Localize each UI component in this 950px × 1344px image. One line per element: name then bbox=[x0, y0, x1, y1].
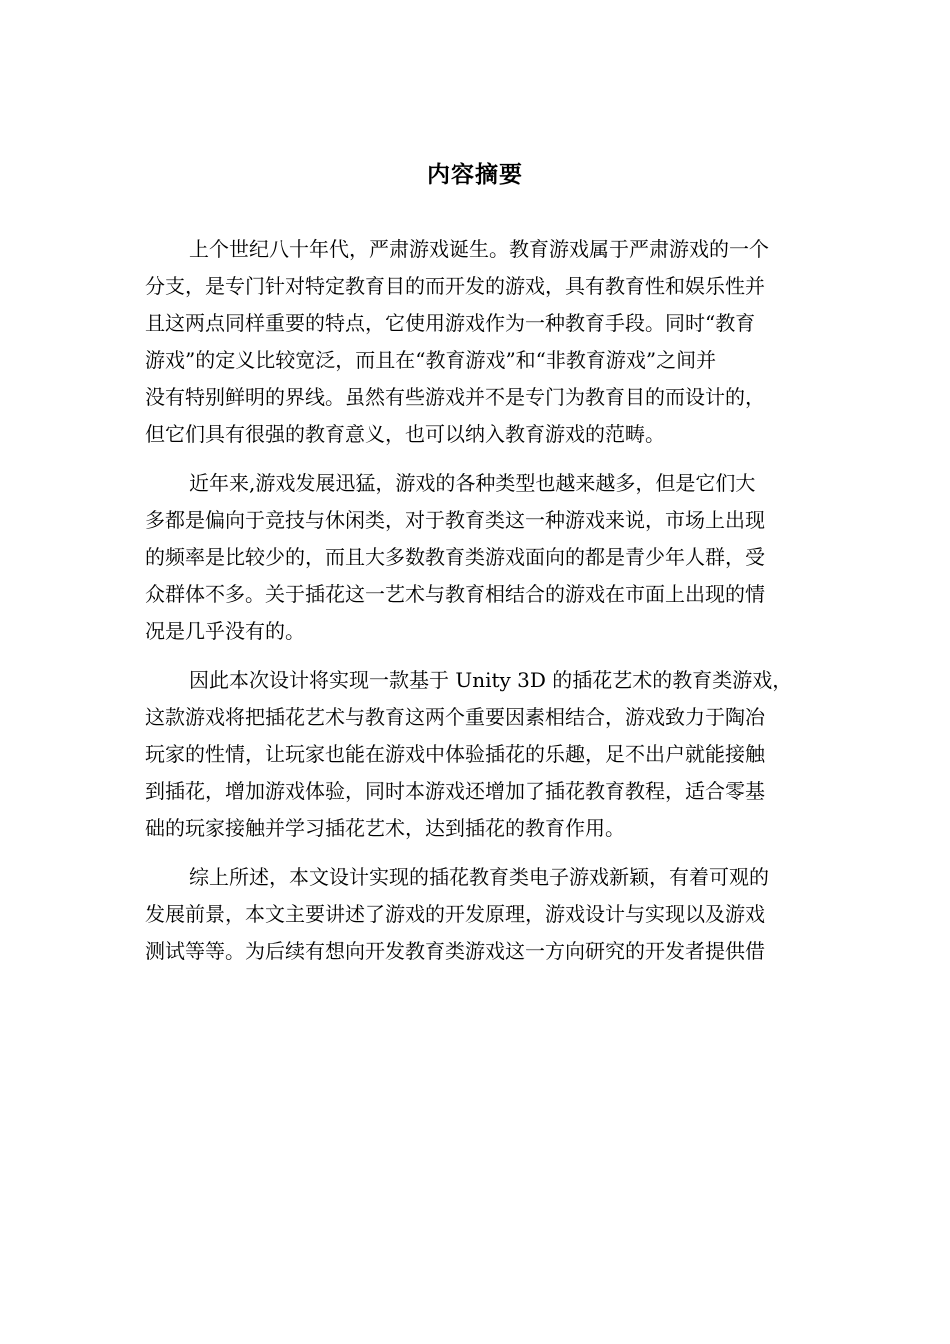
paragraph-4 bbox=[145, 859, 840, 970]
text-line: 且这两点同样重要的特点，它使用游戏作为一种教育手段。同时“教育 bbox=[145, 311, 756, 335]
text-line: 测试等等。为后续有想向开发教育类游戏这一方向研究的开发者提供借 bbox=[145, 939, 765, 963]
page-title: 内容摘要 bbox=[427, 162, 523, 188]
paragraph-3 bbox=[145, 662, 840, 847]
text-line: 础的玩家接触并学习插花艺术，达到插花的教育作用。 bbox=[145, 816, 625, 840]
abstract-body bbox=[145, 231, 840, 982]
text-line: 上个世纪八十年代，严肃游戏诞生。教育游戏属于严肃游戏的一个 bbox=[189, 237, 769, 261]
text-line: 分支，是专门针对特定教育目的而开发的游戏，具有教育性和娱乐性并 bbox=[145, 274, 765, 298]
text-line: 到插花，增加游戏体验，同时本游戏还增加了插花教育教程，适合零基 bbox=[145, 779, 765, 803]
text-line: 因此本次设计将实现一款基于 Unity 3D 的插花艺术的教育类游戏， bbox=[189, 668, 793, 692]
text-line: 但它们具有很强的教育意义，也可以纳入教育游戏的范畴。 bbox=[145, 422, 665, 446]
text-line: 没有特别鲜明的界线。虽然有些游戏并不是专门为教育目的而设计的， bbox=[145, 385, 765, 409]
text-line: 的频率是比较少的，而且大多数教育类游戏面向的都是青少年人群，受 bbox=[145, 545, 765, 569]
text-line: 况是几乎没有的。 bbox=[145, 619, 305, 643]
text-line: 综上所述，本文设计实现的插花教育类电子游戏新颖，有着可观的 bbox=[189, 865, 769, 889]
paragraph-2 bbox=[145, 465, 840, 650]
paragraph-1 bbox=[145, 231, 840, 453]
text-line: 发展前景，本文主要讲述了游戏的开发原理，游戏设计与实现以及游戏 bbox=[145, 902, 765, 926]
text-line: 多都是偏向于竞技与休闲类，对于教育类这一种游戏来说，市场上出现 bbox=[145, 508, 765, 532]
text-line: 近年来,游戏发展迅猛，游戏的各种类型也越来越多，但是它们大 bbox=[189, 471, 756, 495]
text-line: 游戏”的定义比较宽泛，而且在“教育游戏”和“非教育游戏”之间并 bbox=[145, 348, 717, 372]
text-line: 这款游戏将把插花艺术与教育这两个重要因素相结合，游戏致力于陶冶 bbox=[145, 705, 765, 729]
text-line: 众群体不多。关于插花这一艺术与教育相结合的游戏在市面上出现的情 bbox=[145, 582, 765, 606]
text-line: 玩家的性情，让玩家也能在游戏中体验插花的乐趣，足不出户就能接触 bbox=[145, 742, 765, 766]
